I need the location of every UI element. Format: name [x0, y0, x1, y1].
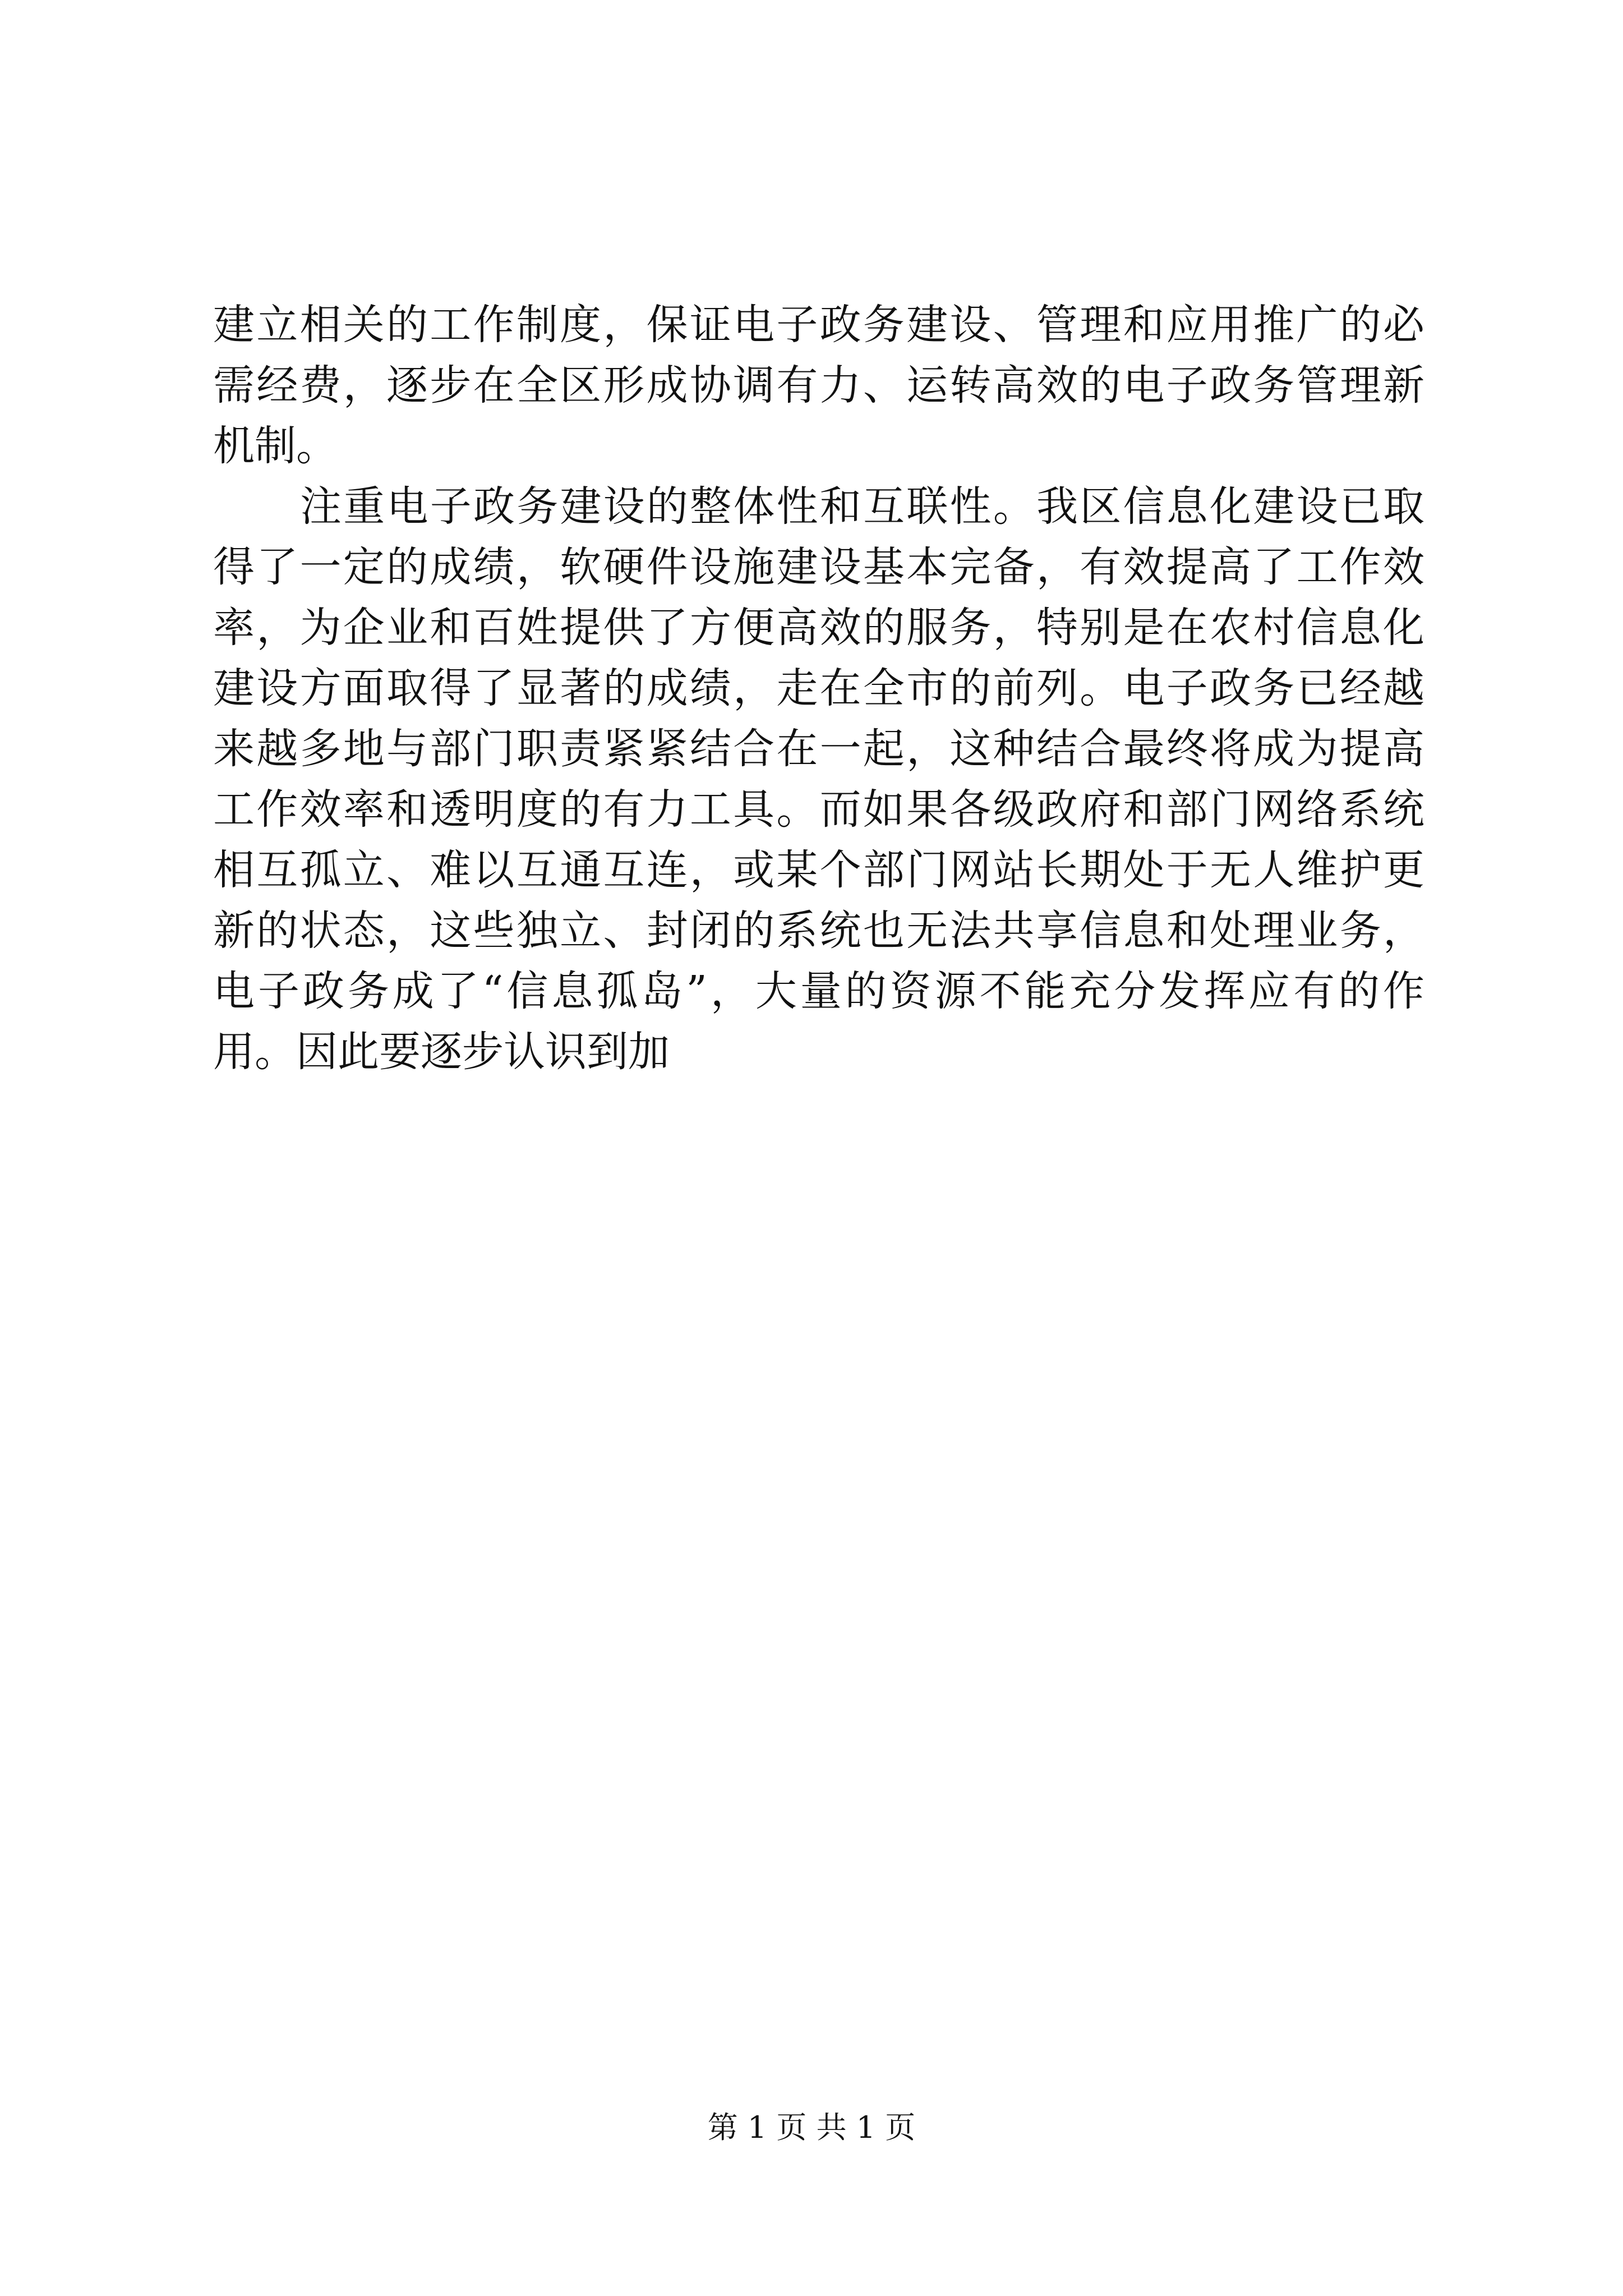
- text-line: 工作效率和透明度的有力工具。而如果各级政府和部门网络系统: [213, 785, 1424, 834]
- text-line: 相互孤立、难以互通互连，或某个部门网站长期处于无人维护更: [213, 846, 1424, 894]
- text-line: 得了一定的成绩，软硬件设施建设基本完备，有效提高了工作效: [213, 543, 1424, 591]
- text-line: 机制。: [213, 422, 338, 470]
- text-line: 需经费，逐步在全区形成协调有力、运转高效的电子政务管理新: [213, 361, 1424, 409]
- text-line: 用。因此要逐步认识到加: [213, 1028, 670, 1076]
- page-number: 第 1 页 共 1 页: [707, 2110, 916, 2145]
- text-line: 来越多地与部门职责紧紧结合在一起，这种结合最终将成为提高: [213, 725, 1424, 773]
- text-line: 注重电子政务建设的整体性和互联性。我区信息化建设已取: [300, 482, 1424, 531]
- page-footer: [0, 2108, 1623, 2147]
- text-line: 建立相关的工作制度，保证电子政务建设、管理和应用推广的必: [213, 301, 1424, 349]
- text-line: 建设方面取得了显著的成绩，走在全市的前列。电子政务已经越: [213, 664, 1424, 712]
- text-line: 电子政务成了“信息孤岛”，大量的资源不能充分发挥应有的作: [213, 967, 1424, 1015]
- document-body: [213, 295, 1424, 1082]
- text-line: 率，为企业和百姓提供了方便高效的服务，特别是在农村信息化: [213, 604, 1424, 652]
- text-line: 新的状态，这些独立、封闭的系统也无法共享信息和处理业务，: [213, 907, 1424, 955]
